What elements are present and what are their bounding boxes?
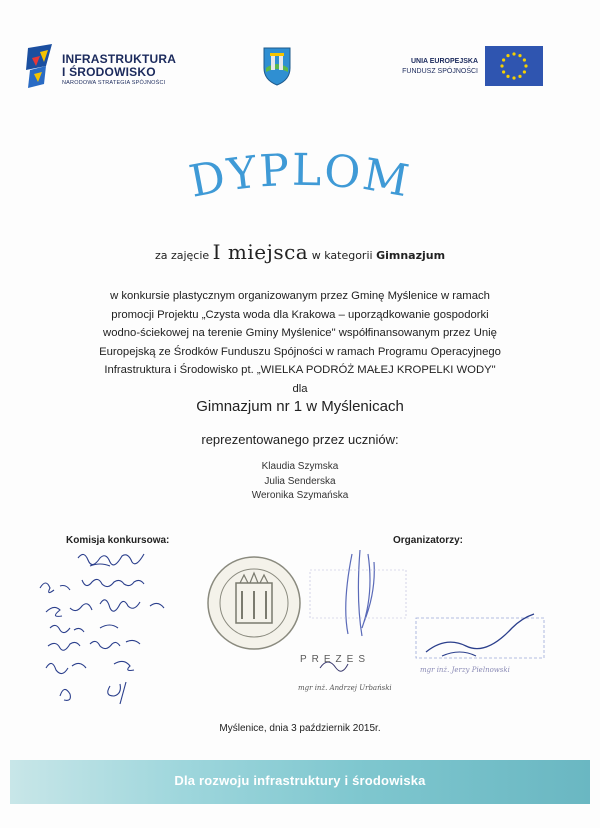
students-list — [0, 460, 600, 504]
commission-label: Komisja konkursowa: — [66, 535, 170, 546]
eu-flag-icon — [485, 46, 543, 86]
body-line: Europejską ze Środków Funduszu Spójności w ramach Programu Operacyjnego — [99, 345, 501, 358]
represented-by: reprezentowanego przez uczniów: — [201, 432, 399, 447]
eu-star-icon — [502, 58, 505, 61]
infrastruktura-logo — [26, 44, 206, 92]
body-paragraph — [60, 287, 540, 398]
president-label: PREZES — [300, 654, 371, 665]
eu-star-icon — [523, 70, 526, 73]
body-line: Infrastruktura i Środowisko pt. „WIELKA PODRÓŻ MAŁEJ KROPELKI WODY" — [104, 364, 496, 376]
president-signature — [290, 540, 410, 700]
organizers-label: Organizatorzy: — [393, 535, 464, 546]
svg-text:DYPLOM — [185, 145, 414, 204]
left-logo-line1: INFRASTRUKTURA — [62, 52, 177, 66]
body-line: dla — [292, 382, 308, 395]
student-name: Julia Senderska — [264, 475, 336, 487]
eu-star-icon — [523, 58, 526, 61]
footer-banner — [10, 760, 590, 804]
eu-line1: UNIA EUROPEJSKA — [410, 58, 478, 65]
school-name: Gimnazjum nr 1 w Myślenicach — [196, 398, 404, 415]
title-text: DYPLOM — [185, 144, 415, 204]
banner-text: Dla rozwoju infrastruktury i środowiska — [174, 773, 426, 788]
infrastruktura-mark-icon — [26, 44, 54, 88]
body-line: promocji Projektu „Czysta woda dla Krakowa – uporządkowanie gospodorki — [111, 308, 489, 321]
student-name: Weronika Szymańska — [251, 490, 349, 501]
president-name: mgr inż. Andrzej Urbański — [298, 684, 392, 692]
eu-star-icon — [506, 75, 509, 78]
award-category: Gimnazjum — [376, 249, 446, 262]
eu-line2: FUNDUSZ SPÓJNOŚCI — [402, 68, 478, 75]
left-logo-line2: I ŚRODOWISKO — [62, 65, 156, 79]
student-name: Klaudia Szymska — [261, 461, 339, 472]
commission-signatures — [30, 546, 190, 716]
diploma-title — [0, 144, 600, 204]
municipal-coat-of-arms-icon — [262, 46, 292, 86]
eu-star-icon — [500, 64, 503, 67]
award-line — [0, 240, 600, 264]
eu-star-icon — [506, 54, 509, 57]
eu-star-icon — [518, 54, 521, 57]
award-middle: w kategorii — [311, 249, 373, 262]
eu-star-icon — [524, 64, 527, 67]
body-line: wodno-ściekowej na terenie Gminy Myślenice" współfinansowanym przez Unię — [103, 327, 497, 339]
body-line: w konkursie plastycznym organizowanym przez Gminę Myślenice w ramach — [110, 290, 490, 302]
eu-text-block — [396, 58, 478, 75]
left-logo-line3: NARODOWA STRATEGIA SPÓJNOŚCI — [62, 80, 166, 86]
eu-star-icon — [512, 52, 515, 55]
date-line: Myślenice, dnia 3 październik 2015r. — [219, 723, 381, 734]
organizer-name: mgr inż. Jerzy Pielnowski — [420, 666, 510, 674]
eu-star-icon — [518, 75, 521, 78]
award-place: I miejsca — [212, 240, 309, 264]
eu-star-icon — [502, 70, 505, 73]
magistrat-round-seal-icon — [206, 555, 302, 651]
eu-star-icon — [512, 76, 515, 79]
award-prefix: za zajęcie — [154, 249, 210, 262]
